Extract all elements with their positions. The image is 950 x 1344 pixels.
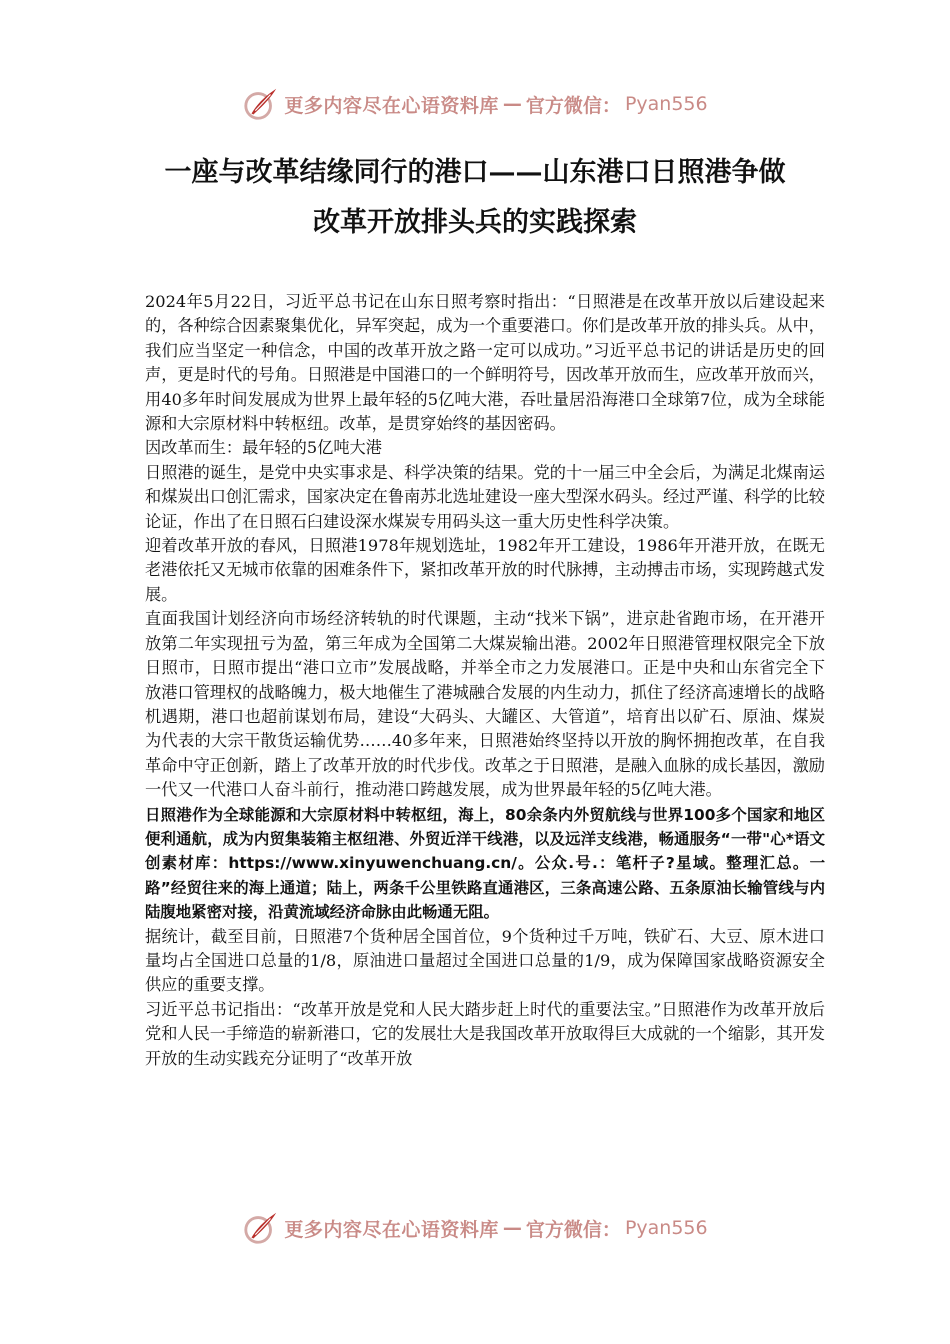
article-body <box>145 290 825 1071</box>
quill-logo-icon <box>242 1209 280 1247</box>
paragraph-hub: 日照港作为全球能源和大宗原材料中转枢纽，海上，80余条内外贸航线与世界100多个国家和地区便利通航，成为内贸集装箱主枢纽港、外贸近洋干线港，以及远洋支线港，畅通服务“一带"心*语文创素材库：https://www.xinyuwenchuang.cn/。公众.号.：笔杆子?星域。整理汇总。一路”经贸往来的海上通道；陆上，两条千公里铁路直通港区，三条高速公路、五条原油长输管线与内陆腹地紧密对接，沿黄流域经济命脉由此畅通无阻。 <box>145 805 825 922</box>
paragraph: 习近平总书记指出：“改革开放是党和人民大踏步赶上时代的重要法宝。”日照港作为改革开放后党和人民一手缔造的崭新港口，它的发展壮大是我国改革开放取得巨大成就的一个缩影，其开发开放的生动实践充分证明了“改革开放 <box>145 999 825 1068</box>
watermark-header <box>0 82 950 126</box>
article-title <box>100 148 850 248</box>
watermark-id: Pyan556 <box>624 1217 708 1239</box>
watermark-id: Pyan556 <box>624 93 708 115</box>
paragraph: 据统计，截至目前，日照港7个货种居全国首位，9个货种过千万吨，铁矿石、大豆、原木进口量均占全国进口总量的1/8，原油进口量超过全国进口总量的1/9，成为保障国家战略资源安全供应的重要支撑。 <box>145 926 825 995</box>
watermark-text: 更多内容尽在心语资料库 <box>284 1218 499 1241</box>
quill-logo-icon <box>242 85 280 123</box>
section-heading: 因改革而生：最年轻的5亿吨大港 <box>145 438 382 458</box>
paragraph: 日照港的诞生，是党中央实事求是、科学决策的结果。党的十一届三中全会后，为满足北煤南运和煤炭出口创汇需求，国家决定在鲁南苏北选址建设一座大型深水码头。经过严谨、科学的比较论证，作出了在日照石臼建设深水煤炭专用码头这一重大历史性科学决策。 <box>145 462 825 531</box>
watermark-separator: — <box>502 93 522 115</box>
title-line-1: 一座与改革结缘同行的港口——山东港口日照港争做 <box>164 157 786 188</box>
paragraph-intro: 2024年5月22日，习近平总书记在山东日照考察时指出：“日照港是在改革开放以后建设起来的，各种综合因素聚集优化，异军突起，成为一个重要港口。你们是改革开放的排头兵。从中，我们应当坚定一种信念，中国的改革开放之路一定可以成功。”习近平总书记的讲话是历史的回声，更是时代的号角。日照港是中国港口的一个鲜明符号，因改革开放而生，应改革开放而兴，用40多年时间发展成为世界上最年轻的5亿吨大港，吞吐量居沿海港口全球第7位，成为全球能源和大宗原材料中转枢纽。改革，是贯穿始终的基因密码。 <box>145 292 825 434</box>
watermark-label: 官方微信： <box>525 1218 621 1241</box>
watermark-footer <box>0 1206 950 1250</box>
paragraph: 直面我国计划经济向市场经济转轨的时代课题，主动“找米下锅”，进京赴省跑市场，在开港开放第二年实现扭亏为盈，第三年成为全国第二大煤炭输出港。2002年日照港管理权限完全下放日照市，日照市提出“港口立市”发展战略，并举全市之力发展港口。正是中央和山东省完全下放港口管理权的战略魄力，极大地催生了港城融合发展的内生动力，抓住了经济高速增长的战略机遇期，港口也超前谋划布局，建设“大码头、大罐区、大管道”，培育出以矿石、原油、煤炭为代表的大宗干散货运输优势……40多年来，日照港始终坚持以开放的胸怀拥抱改革，在自我革命中守正创新，踏上了改革开放的时代步伐。改革之于日照港，是融入血脉的成长基因，激励一代又一代港口人奋斗前行，推动港口跨越发展，成为世界最年轻的5亿吨大港。 <box>145 609 825 800</box>
paragraph: 迎着改革开放的春风，日照港1978年规划选址，1982年开工建设，1986年开港开放，在既无老港依托又无城市依靠的困难条件下，紧扣改革开放的时代脉搏，主动搏击市场，实现跨越式发展。 <box>145 536 825 604</box>
watermark-label: 官方微信： <box>525 94 621 117</box>
watermark-separator: — <box>502 1217 522 1239</box>
watermark-text: 更多内容尽在心语资料库 <box>284 94 499 117</box>
title-line-2: 改革开放排头兵的实践探索 <box>313 207 637 238</box>
